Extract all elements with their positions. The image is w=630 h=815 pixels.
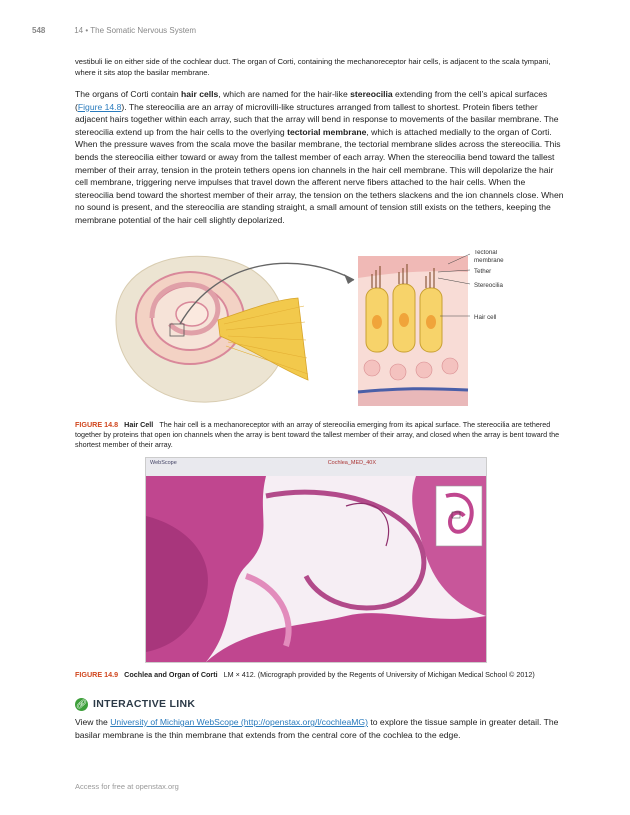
interactive-link-title: INTERACTIVE LINK — [93, 698, 196, 710]
term-hair-cells: hair cells — [181, 89, 219, 99]
paragraph-hair-cells: The organs of Corti contain hair cells, which are named for the hair-like stereocilia extending from the cell’s apical surfaces (Figure 14.8). The stereocilia are an array of microvilli-like structures arranged from tallest to shortest. Protein fibers tether adjacent hairs together within each array, such that the array will bend in response to movements of the basilar membrane. The stereocilia extend up from the hair cells to the overlying tectorial membrane, which is attached medially to the organ of Corti. When the pressure waves from the scala move the basilar membrane, the tectorial membrane slides across the stereocilia. This bends the stereocilia either toward or away from the tallest member of each array. When the stereocilia bend toward the tallest member of their array, tension in the protein tethers opens ion channels in the hair cell membrane. This will depolarize the hair cell membrane, triggering nerve impulses that travel down the afferent nerve fibers attached to the hair cells. When the stereocilia bend toward the shortest member of their array, the tension on the tethers slackens and the ion channels close. When no sound is present, and the stereocilia are standing straight, a small amount of tension still exists on the tethers, keeping the membrane potential of the hair cell slightly depolarized. — [75, 89, 564, 225]
label-tectorial: Tectorial — [474, 250, 498, 256]
webscope-title: WebScope — [150, 460, 177, 466]
caption-label: FIGURE 14.9 — [75, 670, 119, 679]
link-icon: 🔗︎ — [75, 698, 88, 709]
caption-title: Cochlea and Organ of Corti — [124, 670, 218, 679]
label-hair-cell: Hair cell — [474, 314, 497, 321]
paragraph-continued — [75, 56, 565, 78]
caption-title: Hair Cell — [124, 420, 154, 429]
label-stereocilia: Stereocilia — [474, 282, 503, 289]
figure-14-8-caption — [75, 420, 565, 450]
label-tether: Tether — [474, 268, 492, 275]
running-header — [32, 26, 196, 35]
paragraph-text: vestibuli lie on either side of the cochlear duct. The organ of Corti, containing the mechanoreceptor hair cells, is adjacent to the scala tympani, where it sits atop the basilar membrane. — [75, 57, 551, 77]
chapter-title: 14 • The Somatic Nervous System — [74, 26, 197, 35]
webscope-link[interactable]: University of Michigan WebScope (http://openstax.org/l/cochleaMG) — [110, 717, 368, 727]
webscope-toolbar — [146, 458, 486, 477]
webscope-slide-name: Cochlea_MED_40X — [327, 460, 376, 466]
hair-cell-3 — [420, 288, 442, 352]
figure-14-8-link[interactable]: Figure 14.8 — [77, 101, 122, 112]
figure-hair-cell-illustration — [108, 250, 528, 408]
figure-micrograph — [145, 457, 487, 663]
label-membrane: membrane — [474, 257, 504, 264]
page-number: 548 — [32, 26, 46, 35]
caption-text: LM × 412. (Micrograph provided by the Regents of University of Michigan Medical School © 2012) — [223, 670, 535, 679]
micrograph-image — [146, 476, 486, 662]
hair-cell-1 — [366, 288, 388, 352]
caption-text: The hair cell is a mechanoreceptor with an array of stereocilia emerging from its apical surface. The stereocilia are tethered together by proteins that open ion channels when the array is bent toward the tallest member of their array, and closed when the array is bent toward the shortest member of their array. — [75, 420, 560, 449]
interactive-link-heading — [75, 696, 195, 712]
interactive-link-paragraph: View the University of Michigan WebScope (http://openstax.org/l/cochleaMG) to explore the tissue sample in greater detail. The basilar membrane is the thin membrane that extends from the central core of the cochlea to the edge. — [75, 717, 559, 740]
caption-label: FIGURE 14.8 — [75, 420, 119, 429]
term-tectorial-membrane: tectorial membrane — [287, 126, 367, 137]
figure-14-9-caption — [75, 670, 565, 680]
footer-access: Access for free at openstax.org — [75, 782, 179, 791]
term-stereocilia: stereocilia — [350, 89, 393, 99]
hair-cell-2 — [393, 284, 415, 352]
hair-cell-diagram — [108, 250, 528, 408]
